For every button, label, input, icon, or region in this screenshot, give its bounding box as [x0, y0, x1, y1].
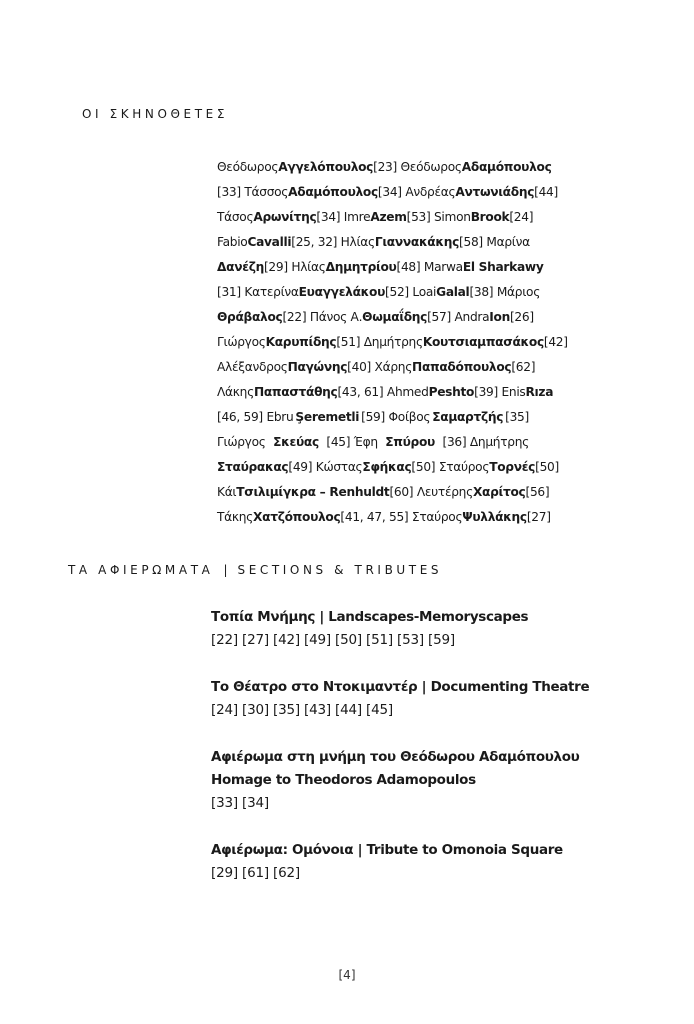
tribute-item	[211, 839, 611, 885]
director-surname: Θράβαλος	[217, 310, 283, 324]
director-surname: Παπαστάθης	[253, 385, 338, 399]
director-surname: Αγγελόπουλος	[278, 160, 374, 174]
director-text: [24]	[509, 210, 534, 224]
director-text: [44]	[534, 185, 558, 199]
director-surname: Σπύρου	[385, 435, 435, 449]
sections-heading-greek: ΤΑ ΑΦΙΕΡΩΜΑΤΑ	[68, 563, 214, 577]
director-index	[217, 155, 568, 530]
director-text: Θεόδωρος	[217, 160, 279, 174]
tributes-list	[211, 606, 611, 909]
director-text: Αλέξανδρος	[217, 360, 288, 374]
director-index-line	[217, 430, 529, 455]
director-text: Τάσος	[217, 210, 254, 224]
director-surname: Şeremetli	[295, 410, 360, 424]
director-text: [59] Φοίβος	[361, 410, 431, 424]
director-text: [52] Loai	[385, 285, 437, 299]
director-index-line	[217, 255, 544, 280]
directors-heading: ΟΙ ΣΚΗΝΟΘΕΤΕΣ	[82, 107, 229, 121]
director-surname: Δανέζη	[217, 260, 264, 274]
director-surname: Rıza	[525, 385, 554, 399]
director-surname: Κουτσιαμπασάκος	[422, 335, 544, 349]
director-text: [42]	[543, 335, 568, 349]
director-index-line	[217, 180, 558, 205]
director-surname: Αρωνίτης	[253, 210, 317, 224]
director-text: [40] Χάρης	[347, 360, 413, 374]
director-surname: Δημητρίου	[325, 260, 397, 274]
director-surname: Αδαμόπουλος	[288, 185, 378, 199]
tribute-title: Αφιέρωμα: Ομόνοια | Tribute to Omonoia Square	[211, 842, 563, 858]
director-surname: Σταύρακας	[217, 460, 289, 474]
director-surname: Γιαννακάκης	[374, 235, 460, 249]
director-text: [48] Marwa	[396, 260, 463, 274]
director-text: [22] Πάνος Α.	[282, 310, 363, 324]
director-text: Γιώργος	[217, 435, 266, 449]
director-surname: Σαμαρτζής	[432, 410, 504, 424]
director-text: [50]	[535, 460, 559, 474]
director-text: [57] Andra	[427, 310, 490, 324]
director-text: [53] Simon	[406, 210, 471, 224]
director-index-line	[217, 355, 536, 380]
director-surname: Χατζόπουλος	[253, 510, 341, 524]
tribute-pages: [33] [34]	[211, 795, 269, 811]
director-text: [56]	[525, 485, 550, 499]
director-text: [25, 32] Ηλίας	[291, 235, 375, 249]
director-text: [34] Ανδρέας	[377, 185, 456, 199]
director-index-line	[217, 305, 534, 330]
director-text: [34] Imre	[316, 210, 371, 224]
director-surname: Καρυπίδης	[265, 335, 337, 349]
director-text: [29] Ηλίας	[263, 260, 326, 274]
director-surname: Αδαμόπουλος	[461, 160, 552, 174]
sections-heading-english: SECTIONS & TRIBUTES	[237, 563, 443, 577]
tribute-item	[211, 676, 611, 722]
tribute-pages: [22] [27] [42] [49] [50] [51] [53] [59]	[211, 632, 455, 648]
director-text: [62]	[511, 360, 536, 374]
director-text: [41, 47, 55] Σταύρος	[340, 510, 463, 524]
director-text: Κάι	[217, 485, 237, 499]
director-text: [23] Θεόδωρος	[373, 160, 462, 174]
director-text: Γιώργος	[217, 335, 266, 349]
director-surname: Σφήκας	[362, 460, 412, 474]
director-surname: Αντωνιάδης	[455, 185, 535, 199]
director-surname: Θωμαΐδης	[362, 310, 428, 324]
director-text: [58] Μαρίνα	[459, 235, 530, 249]
tribute-item	[211, 606, 611, 652]
director-index-line	[217, 505, 551, 530]
director-surname: Τσιλιμίγκρα – Renhuldt	[236, 485, 390, 499]
director-text: [60] Λευτέρης	[389, 485, 473, 499]
director-text: [33] Τάσσος	[217, 185, 289, 199]
director-text: [39] Enis	[474, 385, 526, 399]
tribute-title: Το Θέατρο στο Ντοκιμαντέρ | Documenting Theatre	[211, 679, 590, 695]
director-text: [36] Δημήτρης	[442, 435, 529, 449]
director-surname: Παπαδόπουλος	[412, 360, 512, 374]
director-index-line	[217, 155, 552, 180]
director-text: [26]	[509, 310, 534, 324]
sections-heading	[68, 563, 442, 577]
director-surname: Ψυλλάκης	[462, 510, 527, 524]
director-surname: Peshto	[428, 385, 475, 399]
director-surname: Ευαγγελάκου	[298, 285, 386, 299]
director-text: [38] Μάριος	[469, 285, 541, 299]
director-text: Τάκης	[217, 510, 254, 524]
director-surname: Χαρίτος	[472, 485, 526, 499]
director-index-line	[217, 330, 568, 355]
director-text: [35]	[505, 410, 529, 424]
director-surname: Παγώνης	[287, 360, 348, 374]
director-surname: Cavalli	[247, 235, 292, 249]
director-surname: Τορνές	[489, 460, 536, 474]
tribute-title: Homage to Theodoros Adamopoulos	[211, 772, 476, 788]
director-index-line	[217, 455, 559, 480]
tribute-pages: [29] [61] [62]	[211, 865, 300, 881]
director-index-line	[217, 205, 534, 230]
director-text: [51] Δημήτρης	[336, 335, 423, 349]
tribute-pages: [24] [30] [35] [43] [44] [45]	[211, 702, 393, 718]
director-text: [27]	[526, 510, 551, 524]
director-text: Λάκης	[217, 385, 254, 399]
director-surname: El Sharkawy	[462, 260, 544, 274]
director-index-line	[217, 480, 550, 505]
page-number: [4]	[338, 968, 356, 982]
director-index-line	[217, 405, 529, 430]
director-text: [49] Κώστας	[288, 460, 363, 474]
director-text: [50] Σταύρος	[411, 460, 490, 474]
director-surname: Ion	[489, 310, 510, 324]
director-text: [43, 61] Ahmed	[337, 385, 429, 399]
director-surname: Galal	[436, 285, 470, 299]
director-index-line	[217, 230, 529, 255]
director-text: [45] Έφη	[326, 435, 378, 449]
director-surname: Azem	[370, 210, 407, 224]
director-text: Fabio	[217, 235, 248, 249]
sections-heading-separator: |	[223, 563, 228, 577]
director-surname: Σκεύας	[273, 435, 319, 449]
director-text: [31] Κατερίνα	[217, 285, 299, 299]
director-text: [46, 59] Ebru	[217, 410, 294, 424]
tribute-title: Τοπία Μνήμης | Landscapes-Memoryscapes	[211, 609, 529, 625]
director-surname: Brook	[470, 210, 510, 224]
director-index-line	[217, 280, 541, 305]
tribute-title: Αφιέρωμα στη μνήμη του Θεόδωρου Αδαμόπουλου	[211, 749, 580, 765]
director-index-line	[217, 380, 554, 405]
tribute-item	[211, 746, 611, 815]
